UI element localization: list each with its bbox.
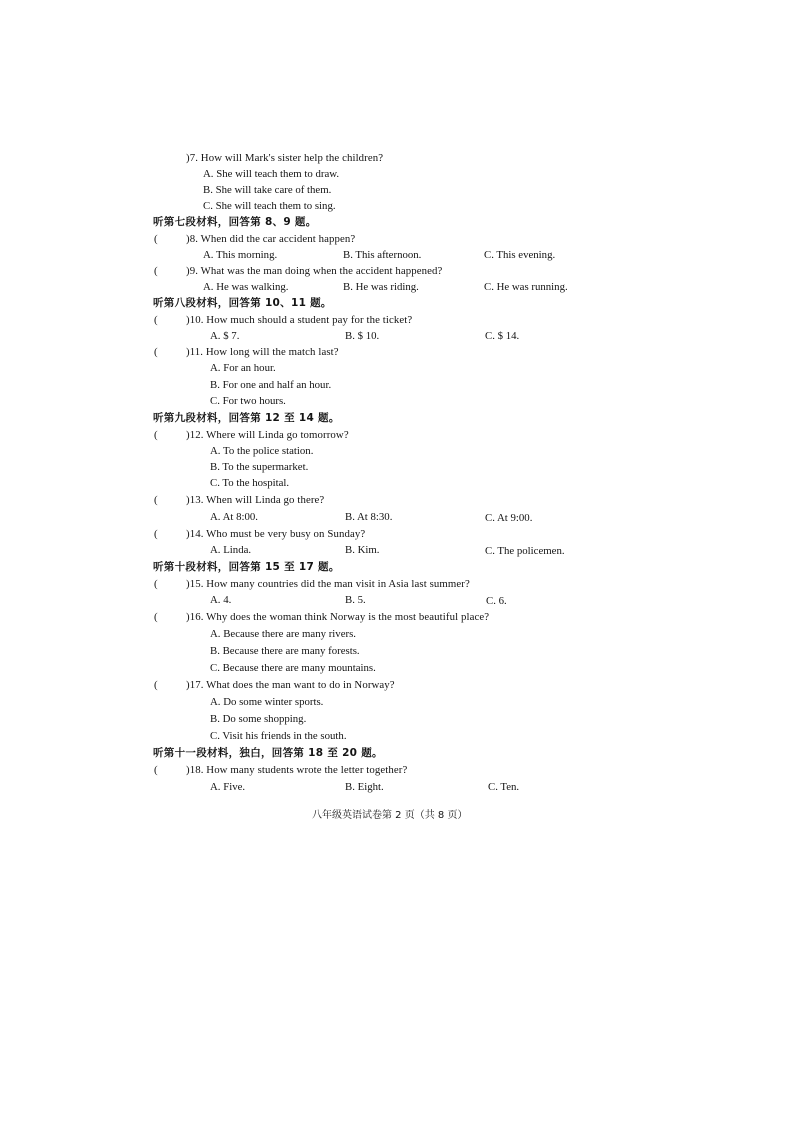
question-12-option-a: A. To the police station. xyxy=(210,445,314,457)
question-16-option-c: C. Because there are many mountains. xyxy=(210,662,376,674)
question-16-option-b: B. Because there are many forests. xyxy=(210,645,360,657)
question-11-option-a: A. For an hour. xyxy=(210,362,276,374)
question-14-option-c: C. The policemen. xyxy=(485,545,565,557)
question-18-option-a: A. Five. xyxy=(210,781,246,793)
question-18-answer-bracket: ( xyxy=(154,764,158,776)
question-15-option-b: B. 5. xyxy=(345,594,366,606)
question-13-stem: )13. When will Linda go there? xyxy=(186,494,325,506)
question-17-option-a: A. Do some winter sports. xyxy=(210,696,324,708)
question-17-stem: )17. What does the man want to do in Norway? xyxy=(186,679,395,691)
question-14-option-b: B. Kim. xyxy=(345,544,380,556)
question-8-option-b: B. This afternoon. xyxy=(343,249,422,261)
page-footer: 八年级英语试卷第 2 页（共 8 页） xyxy=(312,810,468,821)
question-12-option-b: B. To the supermarket. xyxy=(210,461,309,473)
question-15-stem: )15. How many countries did the man visit in Asia last summer? xyxy=(186,578,470,590)
question-10-option-c: C. $ 14. xyxy=(485,330,520,342)
question-8-stem: )8. When did the car accident happen? xyxy=(186,233,356,245)
question-9-option-c: C. He was running. xyxy=(484,281,568,293)
question-16-option-a: A. Because there are many rivers. xyxy=(210,628,356,640)
question-11-stem: )11. How long will the match last? xyxy=(186,346,339,358)
question-15-option-c: C. 6. xyxy=(486,595,507,607)
question-18-stem: )18. How many students wrote the letter together? xyxy=(186,764,408,776)
question-12-answer-bracket: ( xyxy=(154,429,158,441)
question-13-option-a: A. At 8:00. xyxy=(210,511,258,523)
question-15-option-a: A. 4. xyxy=(210,594,232,606)
question-8-answer-bracket: ( xyxy=(154,233,158,245)
question-10-answer-bracket: ( xyxy=(154,314,158,326)
section-8-heading: 听第八段材料，回答第 10、11 题。 xyxy=(153,297,332,309)
question-13-option-c: C. At 9:00. xyxy=(485,512,533,524)
question-18-option-c: C. Ten. xyxy=(488,781,520,793)
question-11-answer-bracket: ( xyxy=(154,346,158,358)
question-12-option-c: C. To the hospital. xyxy=(210,477,290,489)
question-10-option-a: A. $ 7. xyxy=(210,330,240,342)
question-14-stem: )14. Who must be very busy on Sunday? xyxy=(186,528,366,540)
question-11-option-c: C. For two hours. xyxy=(210,395,286,407)
question-17-option-c: C. Visit his friends in the south. xyxy=(210,730,347,742)
question-9-option-b: B. He was riding. xyxy=(343,281,419,293)
question-16-stem: )16. Why does the woman think Norway is the most beautiful place? xyxy=(186,611,490,623)
question-16-answer-bracket: ( xyxy=(154,611,158,623)
question-10-option-b: B. $ 10. xyxy=(345,330,380,342)
question-7-option-b: B. She will take care of them. xyxy=(203,184,332,196)
question-13-answer-bracket: ( xyxy=(154,494,158,506)
question-17-option-b: B. Do some shopping. xyxy=(210,713,307,725)
question-9-answer-bracket: ( xyxy=(154,265,158,277)
question-7-option-c: C. She will teach them to sing. xyxy=(203,200,336,212)
question-9-stem: )9. What was the man doing when the accident happened? xyxy=(186,265,443,277)
question-14-option-a: A. Linda. xyxy=(210,544,252,556)
section-10-heading: 听第十段材料，回答第 15 至 17 题。 xyxy=(153,561,340,573)
question-7-option-a: A. She will teach them to draw. xyxy=(203,168,340,180)
question-10-stem: )10. How much should a student pay for the ticket? xyxy=(186,314,413,326)
question-9-option-a: A. He was walking. xyxy=(203,281,289,293)
question-17-answer-bracket: ( xyxy=(154,679,158,691)
question-12-stem: )12. Where will Linda go tomorrow? xyxy=(186,429,349,441)
section-9-heading: 听第九段材料，回答第 12 至 14 题。 xyxy=(153,412,340,424)
question-7-stem: )7. How will Mark's sister help the children? xyxy=(186,152,384,164)
question-8-option-c: C. This evening. xyxy=(484,249,556,261)
question-13-option-b: B. At 8:30. xyxy=(345,511,393,523)
question-18-option-b: B. Eight. xyxy=(345,781,384,793)
question-15-answer-bracket: ( xyxy=(154,578,158,590)
question-8-option-a: A. This morning. xyxy=(203,249,278,261)
question-14-answer-bracket: ( xyxy=(154,528,158,540)
section-7-heading: 听第七段材料，回答第 8、9 题。 xyxy=(153,216,317,228)
section-11-heading: 听第十一段材料，独白，回答第 18 至 20 题。 xyxy=(153,747,383,759)
question-11-option-b: B. For one and half an hour. xyxy=(210,379,332,391)
